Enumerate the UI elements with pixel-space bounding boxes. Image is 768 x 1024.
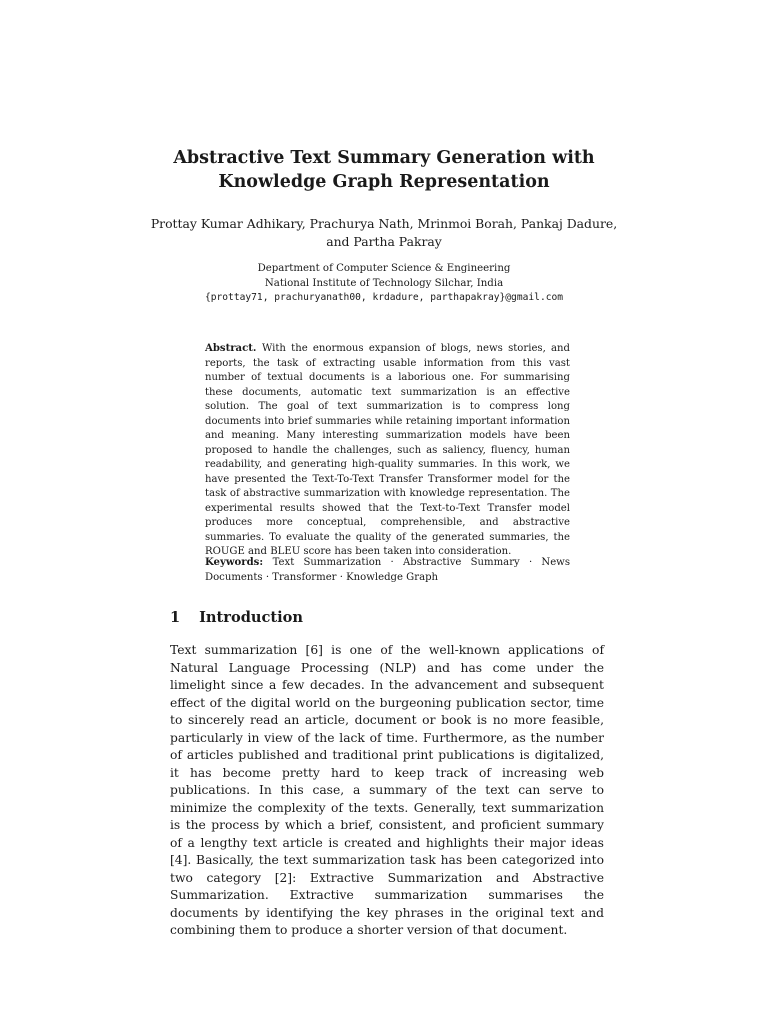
affiliation-department: Department of Computer Science & Engineering [257, 263, 511, 274]
affiliation-institute: National Institute of Technology Silchar, India [264, 277, 504, 289]
authors-line-2: and Partha Pakray [326, 234, 442, 249]
keywords [205, 556, 570, 585]
author-list [120, 215, 648, 251]
title-line-2: Knowledge Graph Representation [218, 172, 550, 192]
section-heading [170, 608, 303, 628]
abstract-text: With the enormous expansion of blogs, news stories, and reports, the task of extracting usable information from this vast number of textual documents is a laborious one. For summarising these documents, automatic text summarization is an effective solution. The goal of text summarization is to compress long documents into brief summaries while retaining important information and meaning. Many interesting summarization models have been proposed to handle the challenges, such as saliency, fluency, human readability, and generating high-quality summaries. In this work, we have presented the Text-To-Text Transfer Transformer model for the task of abstractive summarization with knowledge representation. The experimental results showed that the Text-to-Text Transfer model produces more conceptual, comprehensible, and abstractive summaries. To evaluate the quality of the generated summaries, the ROUGE and BLEU score has been taken into consideration. [205, 343, 571, 557]
author-emails: {prottay71, prachuryanath00, krdadure, parthapakray}@gmail.com [204, 292, 564, 303]
abstract-label: Abstract. [205, 343, 262, 354]
affiliation-block [120, 262, 648, 306]
abstract [205, 342, 570, 560]
keywords-label: Keywords: [205, 557, 273, 568]
section-title: Introduction [199, 609, 304, 626]
authors-line-1: Prottay Kumar Adhikary, Prachurya Nath, Mrinmoi Borah, Pankaj Dadure, [150, 216, 618, 231]
section-number: 1 [170, 609, 181, 626]
introduction-paragraph: Text summarization [6] is one of the well-known applications of Natural Language Processing (NLP) and has come under the limelight since a few decades. In the advancement and subsequent effect of the digital world on the burgeoning publication sector, time to sincerely read an article, document or book is no more feasible, particularly in view of the lack of time. Furthermore, as the number of articles published and traditional print publications is digitalized, it has become pretty hard to keep track of increasing web publications. In this case, a summary of the text can serve to minimize the complexity of the texts. Generally, text summarization is the process by which a brief, consistent, and proficient summary of a lengthy text article is created and highlights their major ideas [4]. Basically, the text summarization task has been categorized into two category [2]: Extractive Summarization and Abstractive Summarization. Extractive summarization summarises the documents by identifying the key phrases in the original text and combining them to produce a shorter version of that document. [170, 643, 604, 937]
title-line-1: Abstractive Text Summary Generation with [173, 148, 595, 168]
paper-title [120, 146, 648, 194]
keywords-text: Text Summarization · Abstractive Summary · News Documents · Transformer · Knowledge Graph [205, 557, 570, 583]
